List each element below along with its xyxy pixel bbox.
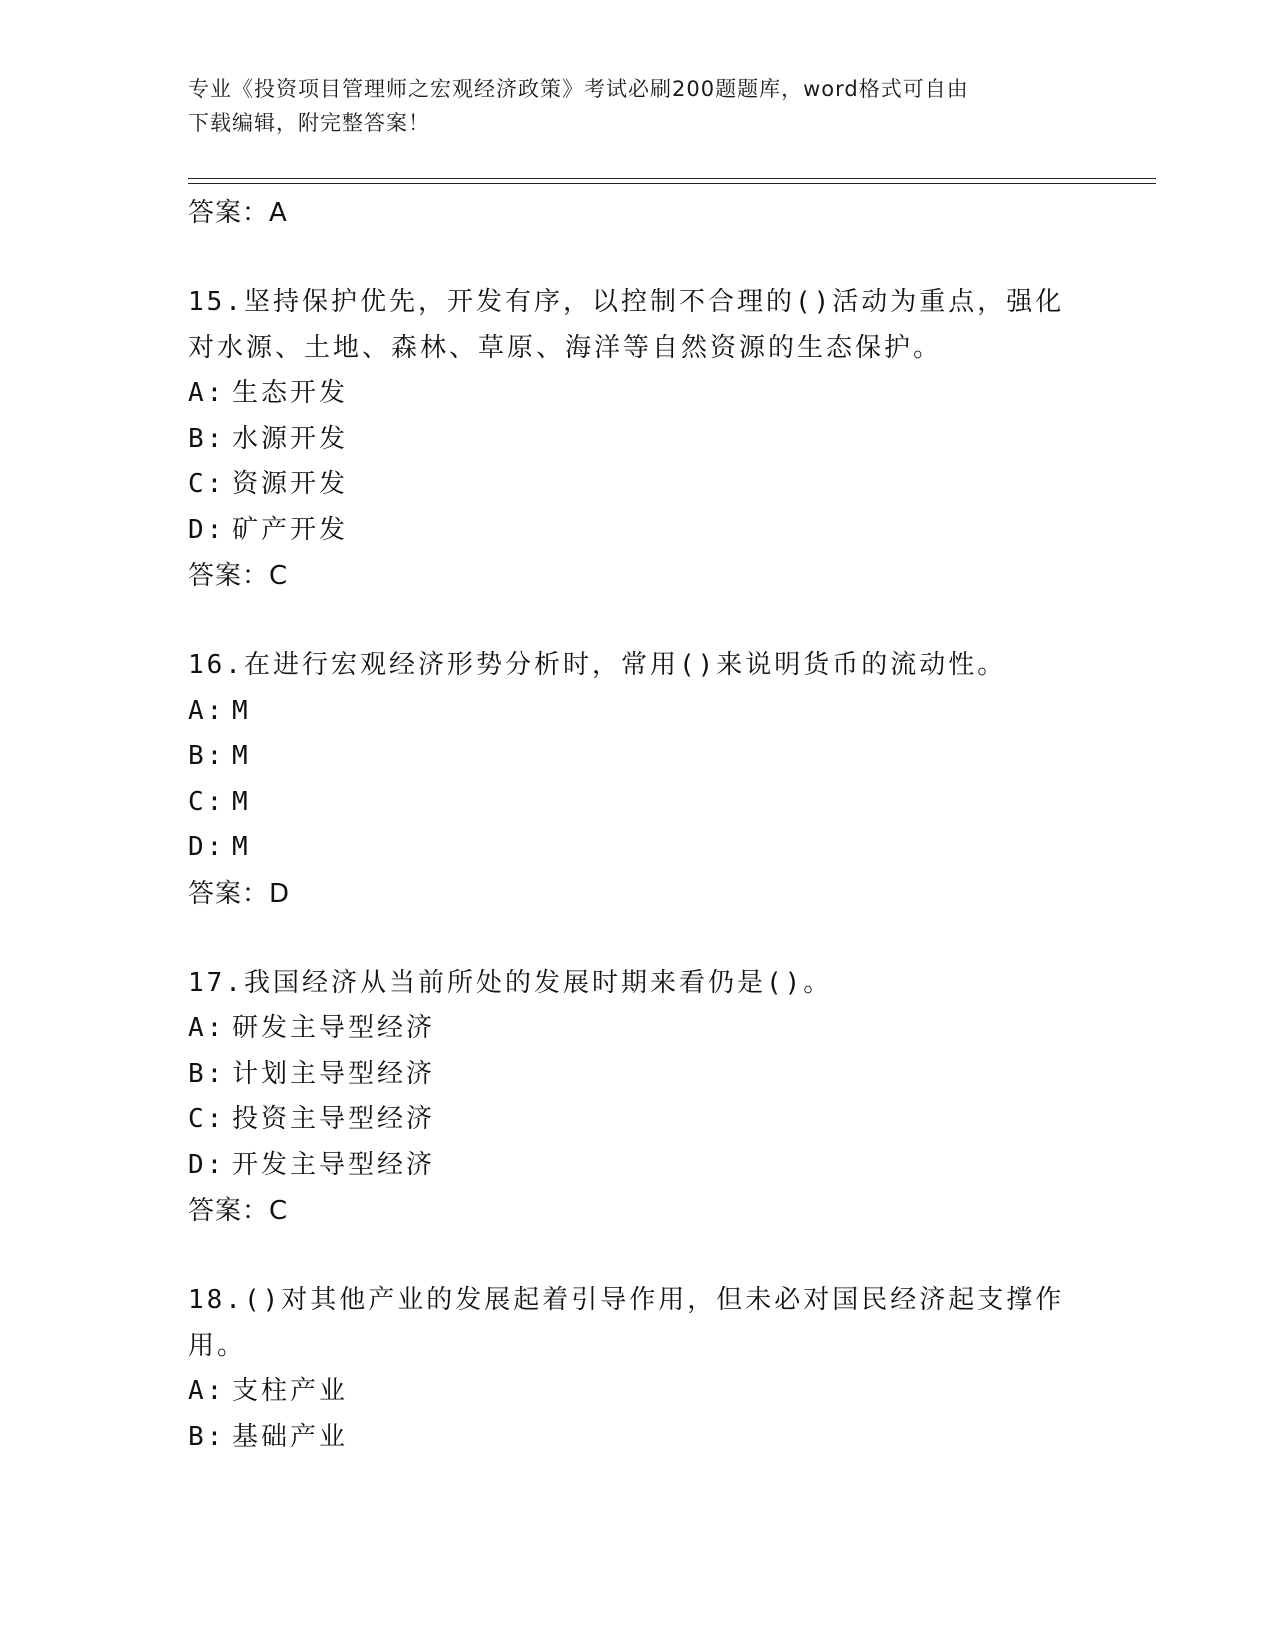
answer-previous: 答案：A xyxy=(188,198,288,228)
header-line-1: 专业《投资项目管理师之宏观经济政策》考试必刷200题题库，word格式可自由 xyxy=(188,77,969,101)
option-text: M xyxy=(232,832,251,862)
question-text: 18.()对其他产业的发展起着引导作用，但未必对国民经济起支撑作用。 xyxy=(188,1285,1065,1361)
option-text: 支柱产业 xyxy=(232,1376,349,1406)
option-text: 生态开发 xyxy=(232,378,349,408)
document-header xyxy=(188,72,1088,140)
option-text: 研发主导型经济 xyxy=(232,1013,436,1043)
option-text: M xyxy=(232,741,251,771)
option-letter: A: xyxy=(188,378,226,408)
option-letter: C: xyxy=(188,786,226,817)
question-text: 16.在进行宏观经济形势分析时，常用()来说明货币的流动性。 xyxy=(188,650,1007,680)
option-letter: D: xyxy=(188,1149,226,1180)
header-divider-bottom xyxy=(188,183,1156,184)
option-text: 基础产业 xyxy=(232,1421,349,1452)
answer-17: 答案：C xyxy=(188,1196,289,1226)
option-b xyxy=(188,417,1088,463)
option-d xyxy=(188,1143,1088,1189)
option-letter: C: xyxy=(188,1104,226,1134)
question-15 xyxy=(188,280,1088,599)
option-a xyxy=(188,371,1088,417)
option-c xyxy=(188,462,1088,508)
option-letter: A: xyxy=(188,1013,226,1043)
option-letter: B: xyxy=(188,423,226,454)
option-letter: D: xyxy=(188,514,226,545)
question-text: 17.我国经济从当前所处的发展时期来看仍是()。 xyxy=(188,967,833,998)
option-letter: D: xyxy=(188,832,226,862)
header-line-2: 下载编辑，附完整答案！ xyxy=(188,111,430,135)
answer-16: 答案：D xyxy=(188,878,291,909)
question-text: 15.坚持保护优先，开发有序，以控制不合理的()活动为重点，强化对水源、土地、森林、草原、海洋等自然资源的生态保护。 xyxy=(188,287,1065,363)
option-a xyxy=(188,689,1088,735)
option-letter: C: xyxy=(188,469,226,499)
option-text: 资源开发 xyxy=(232,469,349,499)
option-letter: A: xyxy=(188,1376,226,1406)
option-c xyxy=(188,780,1088,826)
question-list xyxy=(188,190,1088,1460)
option-text: M xyxy=(232,786,251,817)
option-a xyxy=(188,1369,1088,1415)
option-c xyxy=(188,1097,1088,1143)
option-text: 开发主导型经济 xyxy=(232,1149,436,1180)
question-18 xyxy=(188,1278,1088,1460)
option-letter: B: xyxy=(188,1058,226,1089)
answer-15: 答案：C xyxy=(188,561,289,591)
option-letter: B: xyxy=(188,1421,226,1452)
option-d xyxy=(188,508,1088,554)
option-text: M xyxy=(232,695,251,726)
option-letter: A: xyxy=(188,695,226,726)
option-text: 投资主导型经济 xyxy=(232,1104,436,1134)
question-16 xyxy=(188,643,1088,917)
question-17 xyxy=(188,961,1088,1235)
header-divider-top xyxy=(188,178,1156,179)
option-a xyxy=(188,1006,1088,1052)
option-d xyxy=(188,825,1088,871)
option-text: 矿产开发 xyxy=(232,514,349,545)
option-b xyxy=(188,734,1088,780)
option-b xyxy=(188,1052,1088,1098)
option-text: 水源开发 xyxy=(232,423,349,454)
option-text: 计划主导型经济 xyxy=(232,1058,436,1089)
option-b xyxy=(188,1415,1088,1461)
option-letter: B: xyxy=(188,741,226,771)
